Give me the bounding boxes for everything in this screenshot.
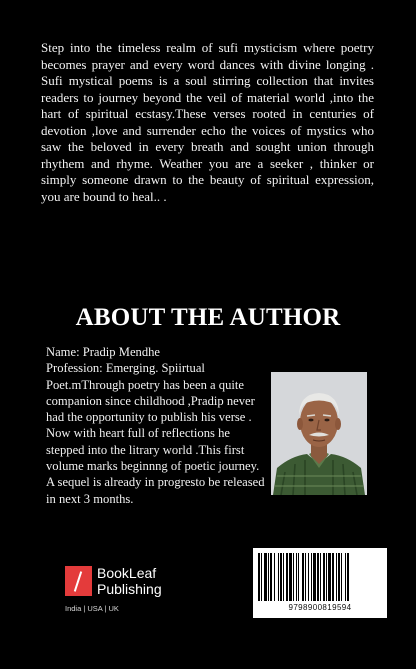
barcode-bar xyxy=(326,553,327,601)
barcode-bar xyxy=(313,553,316,601)
barcode-bar xyxy=(298,553,299,601)
barcode-bar xyxy=(305,553,306,601)
barcode-bar xyxy=(264,553,267,601)
isbn-number: 9798900819594 xyxy=(288,603,352,612)
publisher-name xyxy=(97,565,162,597)
barcode-bar xyxy=(347,553,349,601)
publisher-name-line1: BookLeaf xyxy=(97,565,157,581)
barcode-bar xyxy=(332,553,334,601)
barcode-bar xyxy=(308,553,309,601)
barcode-bar xyxy=(278,553,279,601)
barcode-bar xyxy=(328,553,331,601)
barcode-bar xyxy=(283,553,284,601)
publisher-logo xyxy=(65,566,175,616)
author-name: Name: Pradip Mendhe xyxy=(46,345,161,359)
barcode-bar xyxy=(345,553,346,601)
author-profession: Profession: Emerging. Spiirtual Poet.mThrough poetry has been a quite companion since childhood ,Pradip never had the opportunity to publish his verse . Now with heart full of reflections he stepped into the litrary world .This first volume marks beginnng of poetic journey. A sequel is already in progresto be released in next 3 months. xyxy=(46,361,265,506)
bookleaf-slash-logo-icon xyxy=(65,566,92,596)
barcode-bar xyxy=(289,553,292,601)
about-author-heading: ABOUT THE AUTHOR xyxy=(75,304,341,331)
barcode-bar xyxy=(268,553,269,601)
barcode-bar xyxy=(317,553,319,601)
barcode-bar xyxy=(261,553,262,601)
author-photo xyxy=(271,372,367,495)
author-bio xyxy=(46,344,268,507)
isbn-barcode xyxy=(253,548,387,618)
barcode-bar xyxy=(274,553,275,601)
barcode-bar xyxy=(258,553,260,601)
barcode-bar xyxy=(293,553,294,601)
barcode-bar xyxy=(323,553,325,601)
barcode-bar xyxy=(341,553,342,601)
book-blurb: Step into the timeless realm of sufi mysticism where poetry becomes prayer and every word dances with divine longing . Sufi mystical poems is a soul stirring collection that invites readers to journey beyond the veil of material world ,into the hart of spiritual ecstasy.These verses rooted in centuries of devotion ,love and surrender echo the voices of mystics who saw the beloved in every breath and sought union through rhythem and rhyme. Weather you are a seeker , thinker or simply someone drawn to the beauty of spiritual expression, you are bound to heal.. . xyxy=(41,40,374,204)
barcode-bar xyxy=(336,553,337,601)
barcode-bar xyxy=(286,553,288,601)
barcode-bar xyxy=(302,553,304,601)
barcode-bars xyxy=(257,553,383,601)
barcode-bar xyxy=(338,553,340,601)
barcode-bar xyxy=(270,553,272,601)
publisher-name-line2: Publishing xyxy=(97,581,162,597)
barcode-bar xyxy=(280,553,282,601)
barcode-bar xyxy=(311,553,312,601)
author-portrait-icon xyxy=(271,372,367,495)
barcode-bar xyxy=(296,553,297,601)
publisher-regions: India | USA | UK xyxy=(65,604,119,613)
barcode-bar xyxy=(320,553,321,601)
